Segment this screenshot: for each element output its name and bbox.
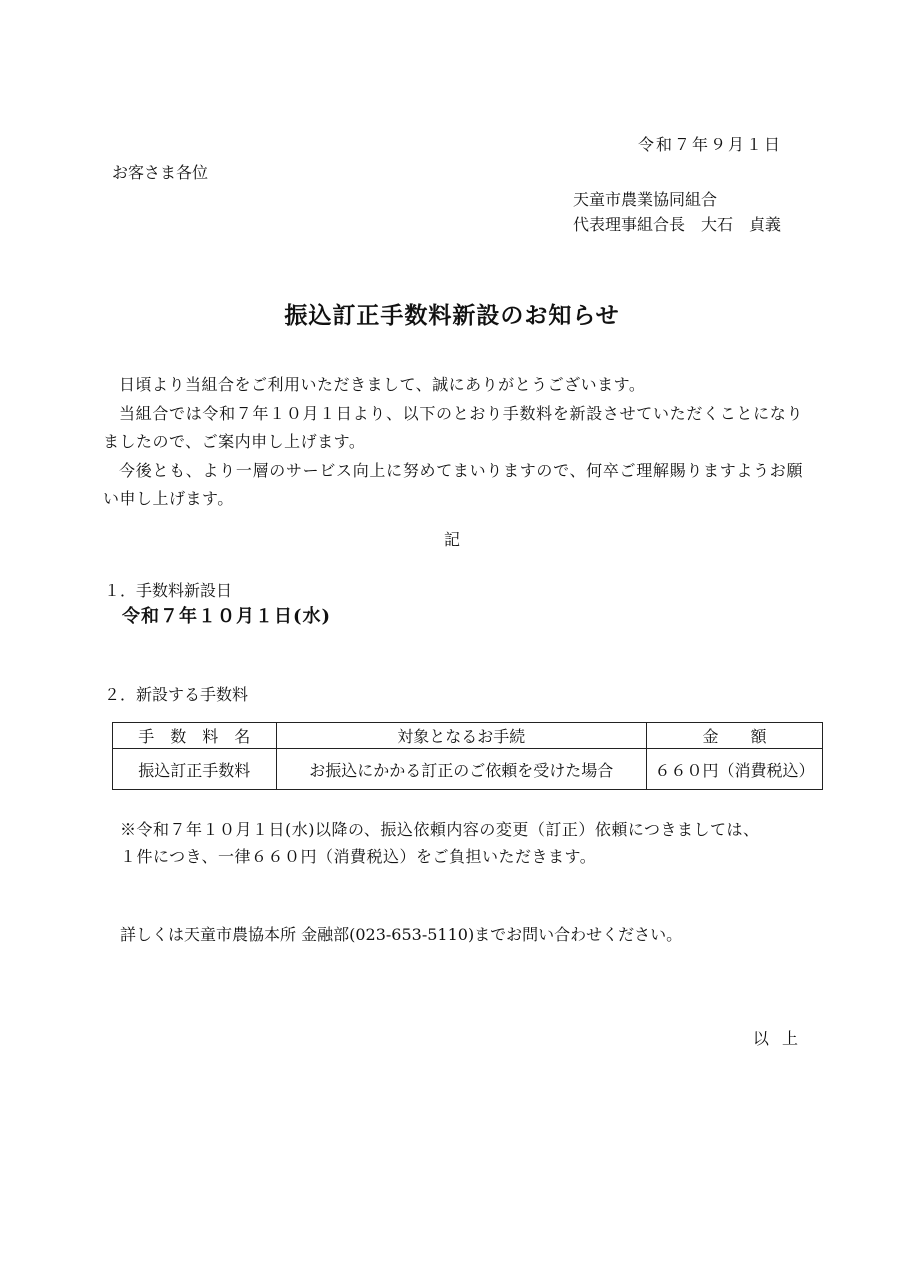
fee-procedure-cell: お振込にかかる訂正のご依頼を受けた場合 [276,749,646,790]
addressee: お客さま各位 [112,163,209,182]
body-paragraph-closing: 今後とも、より一層のサービス向上に努めてまいりますので、何卒ご理解賜りますようお願い申し上げます。 [103,460,803,508]
fee-table-header-name: 手 数 料 名 [113,723,277,749]
fee-table-header-amount: 金 額 [647,723,823,749]
body-text [103,371,803,514]
section1-effective-date: 令和７年１０月１日(水) [122,606,332,627]
note-line-1: ※令和７年１０月１日(水)以降の、振込依頼内容の変更（訂正）依頼につきましては、 [120,820,760,839]
fee-table [112,722,823,790]
fee-amount-cell: ６６０円（消費税込） [647,749,823,790]
table-row [113,749,823,790]
section2-heading: ２．新設する手数料 [104,685,249,704]
fee-name-cell: 振込訂正手数料 [113,749,277,790]
sender-representative: 代表理事組合長 大石 貞義 [573,215,782,234]
section1-heading: １．手数料新設日 [104,581,233,600]
page-title: 振込訂正手数料新設のお知らせ [284,303,620,329]
fee-table-header-procedure: 対象となるお手続 [276,723,646,749]
body-paragraph-announcement: 当組合では令和７年１０月１日より、以下のとおり手数料を新設させていただくことになりましたので、ご案内申し上げます。 [103,403,803,451]
fee-table-header-row [113,723,823,749]
body-paragraph-greeting: 日頃より当組合をご利用いただきまして、誠にありがとうございます。 [119,375,646,394]
document-date: 令和７年９月１日 [637,135,782,154]
ki-heading: 記 [443,530,460,549]
closing-mark: 以 上 [752,1029,802,1048]
contact-info: 詳しくは天童市農協本所 金融部(023-653-5110)までお問い合わせください。 [120,925,683,944]
sender-organization: 天童市農業協同組合 [573,190,718,209]
note-line-2: １件につき、一律６６０円（消費税込）をご負担いただきます。 [120,847,597,866]
